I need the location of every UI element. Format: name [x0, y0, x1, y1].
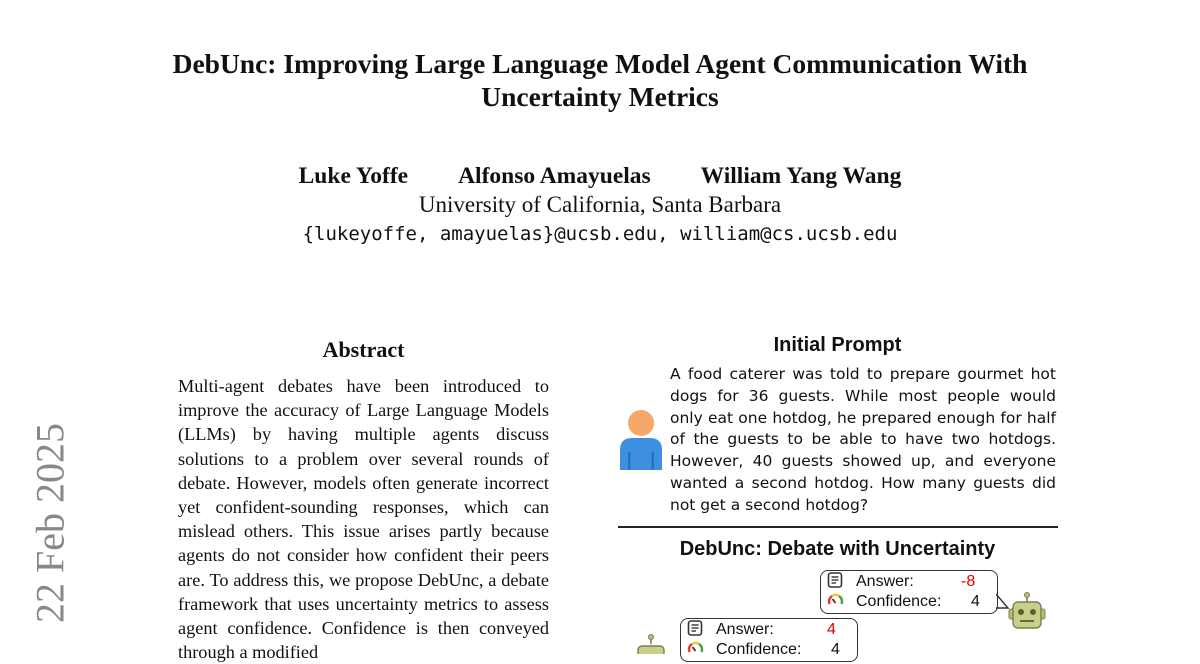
- debate-figure: [615, 332, 1060, 658]
- document-icon: [687, 620, 704, 636]
- author: Luke Yoffe: [298, 163, 409, 189]
- answer-label: Answer:: [716, 621, 774, 638]
- confidence-label: Confidence:: [716, 641, 802, 658]
- robot-agent-icon: [635, 634, 667, 654]
- author: Alfonso Amayuelas: [458, 163, 651, 189]
- answer-value: 4: [827, 621, 836, 638]
- answer-label: Answer:: [856, 573, 914, 590]
- gauge-icon: [687, 640, 704, 656]
- affiliation: University of California, Santa Barbara: [418, 192, 782, 217]
- confidence-value: 4: [971, 593, 980, 610]
- arxiv-watermark: [27, 415, 73, 630]
- document-icon: [827, 572, 844, 588]
- agent-response-bubble: [820, 570, 998, 614]
- paper-title: [100, 47, 1100, 113]
- arxiv-date: 22 Feb 2025: [27, 422, 73, 623]
- title-line-1: DebUnc: Improving Large Language Model Agent Communication With: [172, 48, 1028, 79]
- author-emails: {lukeyoffe, amayuelas}@ucsb.edu, william@cs.ucsb.edu: [302, 223, 898, 245]
- robot-agent-icon: [1007, 592, 1047, 630]
- gauge-icon: [827, 592, 844, 608]
- confidence-label: Confidence:: [856, 593, 942, 610]
- agent-response-bubble: [680, 618, 858, 662]
- abstract-heading: Abstract: [322, 337, 405, 362]
- confidence-value: 4: [831, 641, 840, 658]
- author-list: [100, 161, 1100, 191]
- prompt-heading: Initial Prompt: [773, 334, 902, 356]
- title-line-2: Uncertainty Metrics: [481, 81, 719, 112]
- abstract-text: Multi-agent debates have been introduced to improve the accuracy of Large Language Models (LLMs) by having multiple agents discuss solutions to a problem over several rounds of debate. However, models often generate incorrect yet confident-sounding responses, which can mislead others. This issue arises partly because agents do not consider how confident their peers are. To address this, we propose DebUnc, a debate framework that uses uncertainty metrics to assess agent confidence. Confidence is then conveyed through a modified: [178, 376, 549, 663]
- author: William Yang Wang: [700, 163, 902, 189]
- prompt-text: A food caterer was told to prepare gourmet hot dogs for 36 guests. While most people would only eat one hotdog, he prepared enough for half of the guests to be able to have two hotdogs. However, 40 guests showed up, and everyone wanted a second hotdog. How many guests did not get a second hotdog?: [670, 365, 1056, 514]
- answer-value: -8: [961, 573, 976, 590]
- figure-divider: [618, 526, 1058, 528]
- user-icon: [618, 408, 664, 470]
- debate-heading: DebUnc: Debate with Uncertainty: [679, 538, 996, 560]
